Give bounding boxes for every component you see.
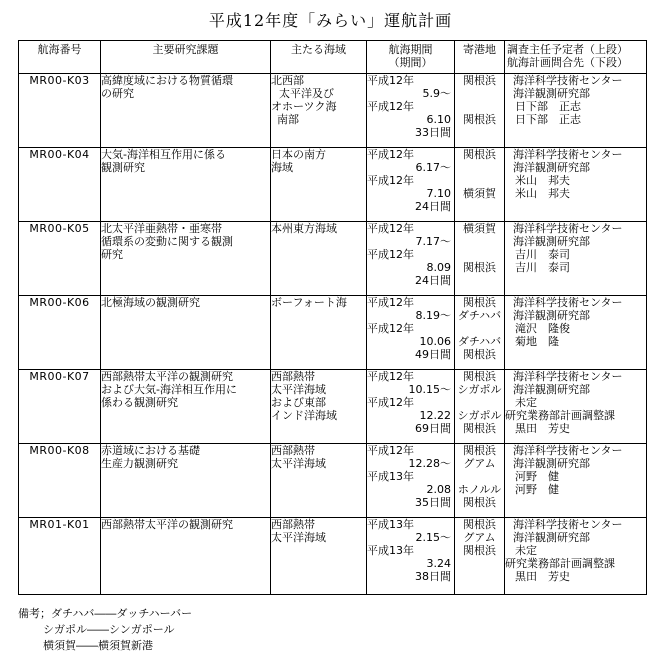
header-period: 航海期間 （期間） (367, 41, 455, 74)
voyage-number: MR00-K07 (29, 370, 90, 383)
period-cell (367, 222, 455, 296)
period-line: 平成12年 (367, 322, 414, 335)
topic-line: 西部熱帯太平洋の観測研究 (101, 370, 233, 383)
port-line (455, 396, 504, 409)
period-line: 2.15～ (415, 531, 451, 544)
area-cell (271, 444, 367, 518)
period-line: 平成12年 (367, 248, 414, 261)
contact-line: 海洋観測研究部 (513, 457, 590, 470)
port-line: 関根浜 (463, 148, 496, 161)
contact-line: 海洋観測研究部 (513, 383, 590, 396)
port-line: ダチハバ (457, 309, 502, 322)
period-line: 12.22 (419, 409, 451, 422)
port-line (455, 235, 504, 248)
contact-cell (505, 518, 647, 595)
port-line: 関根浜 (463, 496, 496, 509)
voyage-number: MR00-K03 (29, 74, 90, 87)
contact-line: 滝沢 隆俊 (515, 322, 570, 335)
area-cell (271, 74, 367, 148)
period-line: 6.10 (426, 113, 451, 126)
port-line: シガポル (457, 409, 502, 422)
period-line: 8.09 (426, 261, 451, 274)
period-line: 69日間 (415, 422, 451, 435)
header-contact: 調査主任予定者（上段） 航海計画問合先（下段） (505, 41, 647, 74)
period-line: 24日間 (415, 200, 451, 213)
contact-line: 海洋科学技術センター (513, 148, 623, 161)
period-line: 6.17～ (415, 161, 451, 174)
voyage-number-cell (19, 222, 101, 296)
port-line (455, 322, 504, 335)
contact-cell (505, 148, 647, 222)
voyage-number-cell (19, 444, 101, 518)
topic-line: 高緯度域における物質循環 (101, 74, 233, 87)
period-cell (367, 148, 455, 222)
header-port: 寄港地 (455, 41, 505, 74)
port-cell (455, 74, 505, 148)
period-line: 平成12年 (367, 174, 414, 187)
period-line: 3.24 (426, 557, 451, 570)
period-line: 7.10 (426, 187, 451, 200)
area-line: 太平洋海域 (271, 383, 326, 396)
period-line: 10.06 (419, 335, 451, 348)
contact-cell (505, 370, 647, 444)
table-row (19, 74, 647, 148)
header-voyage-no: 航海番号 (19, 41, 101, 74)
table-row (19, 148, 647, 222)
notes-block (18, 606, 192, 654)
contact-line: 海洋科学技術センター (513, 296, 623, 309)
period-line: 2.08 (426, 483, 451, 496)
period-line: 平成12年 (367, 444, 414, 457)
port-line: 横須賀 (463, 222, 496, 235)
period-line: 8.19～ (415, 309, 451, 322)
port-line: グアム (463, 531, 496, 544)
contact-line: 日下部 正志 (515, 100, 581, 113)
port-line (455, 470, 504, 483)
contact-line: 河野 健 (515, 470, 559, 483)
area-cell (271, 222, 367, 296)
period-cell (367, 370, 455, 444)
port-line: 横須賀 (463, 187, 496, 200)
voyage-number: MR00-K06 (29, 296, 90, 309)
port-line: 関根浜 (463, 348, 496, 361)
topic-line: 生産力観測研究 (101, 457, 178, 470)
voyage-number: MR00-K05 (29, 222, 90, 235)
voyage-schedule-table (18, 40, 647, 595)
area-line: 西部熱帯 (271, 444, 315, 457)
contact-line: 海洋観測研究部 (513, 235, 590, 248)
header-topic: 主要研究課題 (101, 41, 271, 74)
period-line: 平成13年 (367, 544, 414, 557)
topic-line: 赤道域における基礎 (101, 444, 200, 457)
port-line (455, 161, 504, 174)
period-cell (367, 518, 455, 595)
area-line: 海域 (271, 161, 293, 174)
port-line (455, 248, 504, 261)
topic-line: 観測研究 (101, 161, 145, 174)
port-line: 関根浜 (463, 113, 496, 126)
port-cell (455, 222, 505, 296)
contact-cell (505, 222, 647, 296)
topic-cell (101, 518, 271, 595)
area-line: および東部 (271, 396, 326, 409)
period-line: 12.28～ (408, 457, 451, 470)
contact-line: 海洋科学技術センター (513, 444, 623, 457)
area-line: ボーフォート海 (271, 296, 347, 309)
period-line: 平成12年 (367, 222, 414, 235)
voyage-number: MR00-K08 (29, 444, 90, 457)
period-line: 平成12年 (367, 296, 414, 309)
table-row (19, 222, 647, 296)
topic-line: 北太平洋亜熱帯・亜寒帯 (101, 222, 222, 235)
contact-cell (505, 74, 647, 148)
port-line: ダチハバ (457, 335, 502, 348)
contact-line: 海洋観測研究部 (513, 531, 590, 544)
port-cell (455, 148, 505, 222)
port-line: 関根浜 (463, 296, 496, 309)
area-line: 西部熱帯 (271, 518, 315, 531)
area-line: インド洋海域 (271, 409, 337, 422)
page-title: 平成12年度「みらい」運航計画 (208, 11, 453, 30)
port-line: 関根浜 (463, 444, 496, 457)
contact-line: 海洋科学技術センター (513, 370, 623, 383)
contact-line: 菊地 隆 (515, 335, 559, 348)
topic-line: 係わる観測研究 (101, 396, 178, 409)
period-line: 平成12年 (367, 100, 414, 113)
topic-line: および大気-海洋相互作用に (101, 383, 237, 396)
contact-line: 日下部 正志 (515, 113, 581, 126)
period-cell (367, 74, 455, 148)
area-cell (271, 296, 367, 370)
port-line: 関根浜 (463, 74, 496, 87)
port-line (455, 87, 504, 100)
note-line: 横須賀――横須賀新港 (43, 639, 153, 652)
topic-line: 北極海域の観測研究 (101, 296, 200, 309)
contact-line: 海洋科学技術センター (513, 518, 623, 531)
port-line: 関根浜 (463, 518, 496, 531)
table-row (19, 370, 647, 444)
port-line (455, 100, 504, 113)
period-line: 10.15～ (408, 383, 451, 396)
area-line: 北西部 (271, 74, 304, 87)
header-area: 主たる海域 (271, 41, 367, 74)
area-line: 太平洋及び (279, 87, 334, 100)
voyage-rows (19, 74, 647, 595)
table-row (19, 444, 647, 518)
topic-cell (101, 222, 271, 296)
contact-line: 米山 邦夫 (515, 174, 570, 187)
topic-cell (101, 370, 271, 444)
contact-line: 海洋観測研究部 (513, 87, 590, 100)
period-line: 35日間 (415, 496, 451, 509)
voyage-number: MR01-K01 (29, 518, 90, 531)
topic-cell (101, 444, 271, 518)
area-line: 太平洋海域 (271, 531, 326, 544)
topic-line: 西部熱帯太平洋の観測研究 (101, 518, 233, 531)
period-line: 平成13年 (367, 470, 414, 483)
port-line: 関根浜 (463, 422, 496, 435)
area-cell (271, 370, 367, 444)
area-line: 西部熱帯 (271, 370, 315, 383)
period-cell (367, 444, 455, 518)
period-line: 49日間 (415, 348, 451, 361)
area-line: 本州東方海域 (271, 222, 337, 235)
voyage-number-cell (19, 296, 101, 370)
area-line: 太平洋海域 (271, 457, 326, 470)
area-cell (271, 518, 367, 595)
contact-line: 研究業務部計画調整課 (505, 557, 615, 570)
contact-line: 黒田 芳史 (515, 422, 570, 435)
voyage-number-cell (19, 370, 101, 444)
port-cell (455, 370, 505, 444)
period-line: 平成12年 (367, 148, 414, 161)
port-line: 関根浜 (463, 370, 496, 383)
contact-line: 吉川 泰司 (515, 261, 570, 274)
topic-cell (101, 74, 271, 148)
contact-line: 未定 (515, 396, 537, 409)
contact-line: 黒田 芳史 (515, 570, 570, 583)
port-cell (455, 518, 505, 595)
period-line: 33日間 (415, 126, 451, 139)
topic-line: の研究 (101, 87, 134, 100)
topic-cell (101, 148, 271, 222)
area-line: オホーツク海 (271, 100, 337, 113)
note-line: シガポル――シンガポール (43, 623, 175, 636)
contact-line: 河野 健 (515, 483, 559, 496)
topic-line: 研究 (101, 248, 123, 261)
topic-cell (101, 296, 271, 370)
period-line: 7.17～ (415, 235, 451, 248)
port-cell (455, 296, 505, 370)
contact-line: 未定 (515, 544, 537, 557)
contact-cell (505, 296, 647, 370)
contact-cell (505, 444, 647, 518)
period-line: 38日間 (415, 570, 451, 583)
table-header-row (19, 41, 647, 74)
period-line: 平成12年 (367, 370, 414, 383)
contact-line: 海洋観測研究部 (513, 309, 590, 322)
period-line: 平成13年 (367, 518, 414, 531)
contact-line: 海洋科学技術センター (513, 74, 623, 87)
area-cell (271, 148, 367, 222)
area-line: 南部 (277, 113, 299, 126)
period-line: 平成12年 (367, 74, 414, 87)
contact-line: 米山 邦夫 (515, 187, 570, 200)
topic-line: 循環系の変動に関する観測 (101, 235, 233, 248)
voyage-number-cell (19, 518, 101, 595)
port-cell (455, 444, 505, 518)
contact-line: 海洋科学技術センター (513, 222, 623, 235)
port-line: シガポル (457, 383, 502, 396)
port-line (455, 174, 504, 187)
port-line: グアム (463, 457, 496, 470)
table-row (19, 518, 647, 595)
note-line: 備考；ダチハバ――ダッチハーバー (18, 607, 193, 620)
period-line: 24日間 (415, 274, 451, 287)
period-line: 5.9～ (422, 87, 451, 100)
table-row (19, 296, 647, 370)
voyage-number: MR00-K04 (29, 148, 90, 161)
area-line: 日本の南方 (271, 148, 326, 161)
port-line: 関根浜 (463, 261, 496, 274)
topic-line: 大気-海洋相互作用に係る (101, 148, 226, 161)
contact-line: 吉川 泰司 (515, 248, 570, 261)
port-line: 関根浜 (463, 544, 496, 557)
contact-line: 研究業務部計画調整課 (505, 409, 615, 422)
period-cell (367, 296, 455, 370)
port-line: ホノルル (457, 483, 502, 496)
contact-line: 海洋観測研究部 (513, 161, 590, 174)
voyage-number-cell (19, 74, 101, 148)
period-line: 平成12年 (367, 396, 414, 409)
voyage-number-cell (19, 148, 101, 222)
